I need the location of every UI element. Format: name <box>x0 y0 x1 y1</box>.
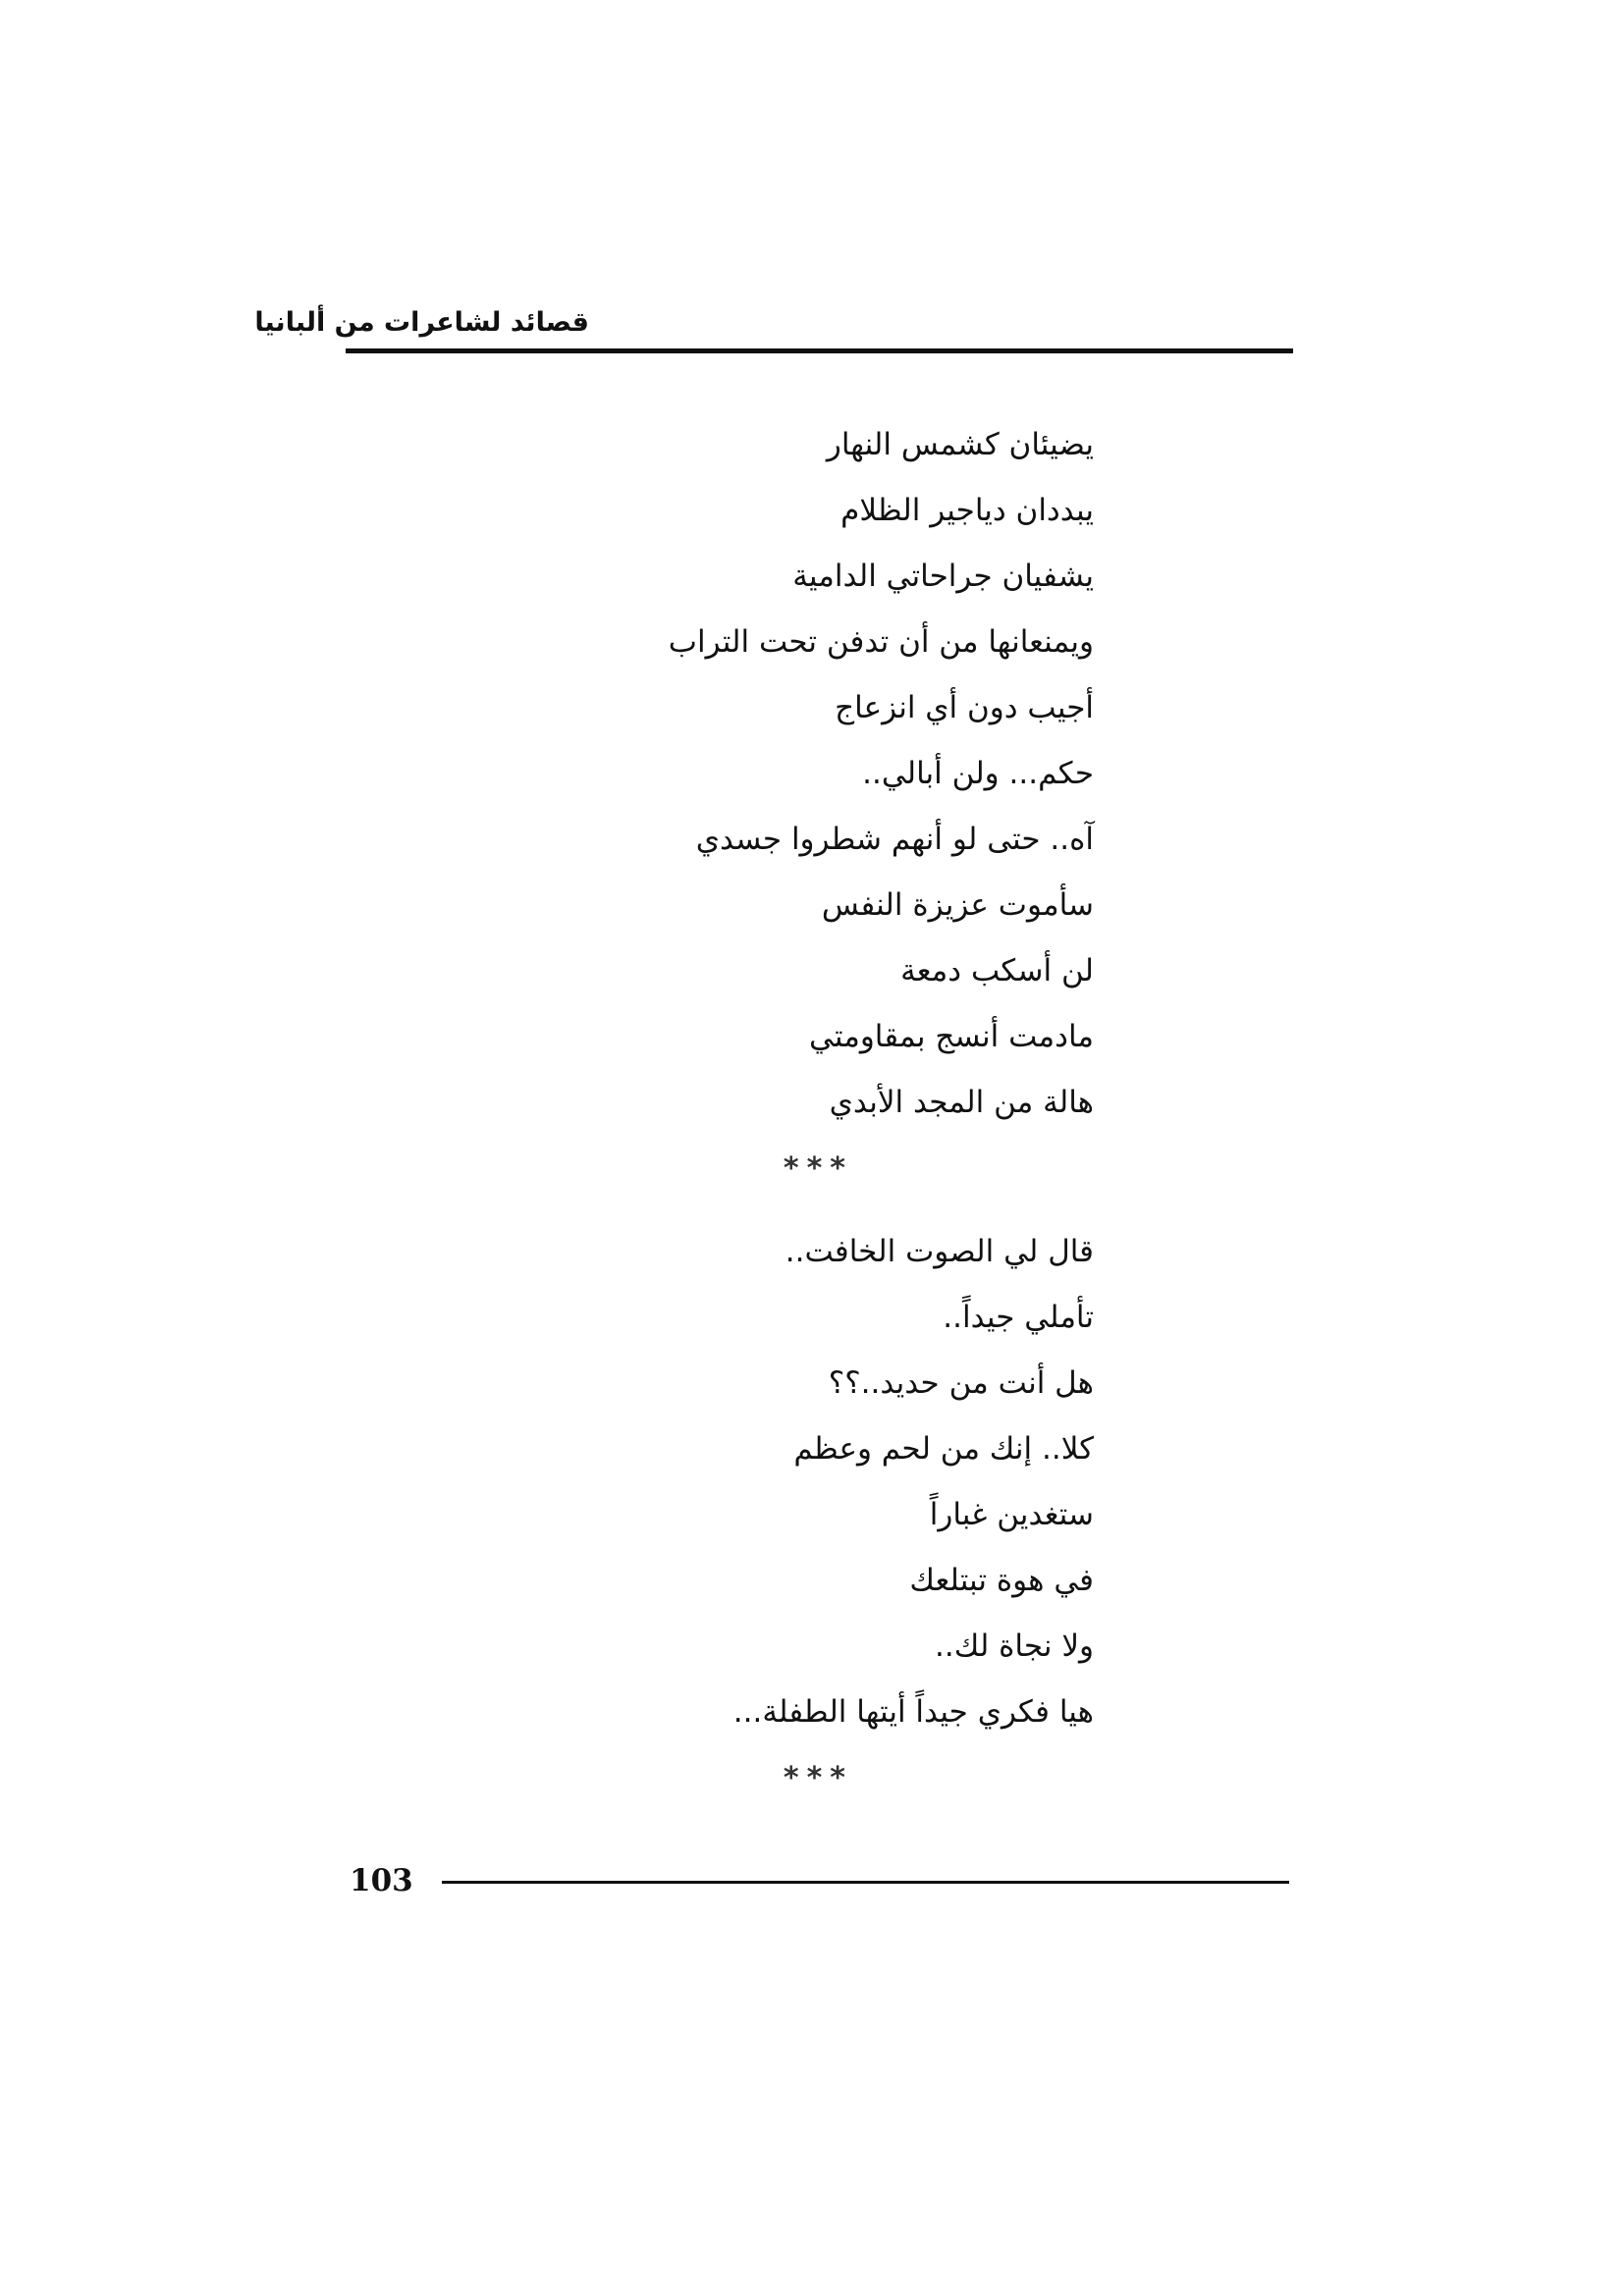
stanza-separator: *** <box>783 1151 853 1186</box>
poem-line: تأملي جيداً.. <box>943 1300 1094 1335</box>
stanza-separator: *** <box>783 1761 853 1795</box>
poem-line: هل أنت من حديد..؟؟ <box>828 1365 1094 1401</box>
poem-line: أجيب دون أي انزعاج <box>835 690 1094 725</box>
header-rule <box>346 348 1293 353</box>
poem-line: سأموت عزيزة النفس <box>821 887 1094 923</box>
poem-line: يضيئان كشمس النهار <box>826 427 1094 462</box>
footer-rule <box>442 1881 1289 1884</box>
poem-line: كلا.. إنك من لحم وعظم <box>793 1431 1094 1467</box>
poem-body <box>210 412 1094 1811</box>
poem-line: ستغدين غباراً <box>929 1497 1094 1532</box>
poem-line: قال لي الصوت الخافت.. <box>785 1234 1094 1269</box>
poem-line: آه.. حتى لو أنهم شطروا جسدي <box>695 822 1094 857</box>
poem-line: لن أسكب دمعة <box>900 953 1094 988</box>
poem-line: يبددان دياجير الظلام <box>840 493 1094 528</box>
poem-line: يشفيان جراحاتي الدامية <box>792 559 1094 594</box>
poem-line: حكم... ولن أبالي.. <box>862 756 1094 791</box>
stanza-gap <box>210 1201 1094 1219</box>
poem-line: مادمت أنسج بمقاومتي <box>809 1019 1094 1054</box>
poem-line: هالة من المجد الأبدي <box>829 1085 1094 1120</box>
poem-line: هيا فكري جيداً أيتها الطفلة... <box>732 1694 1094 1730</box>
page-number: 103 <box>350 1863 413 1898</box>
poem-line: في هوة تبتلعك <box>909 1563 1094 1598</box>
poem-line: ويمنعانها من أن تدفن تحت التراب <box>668 624 1094 660</box>
poem-line: ولا نجاة لك.. <box>935 1629 1094 1664</box>
running-head-title: قصائد لشاعرات من ألبانيا <box>254 307 589 338</box>
